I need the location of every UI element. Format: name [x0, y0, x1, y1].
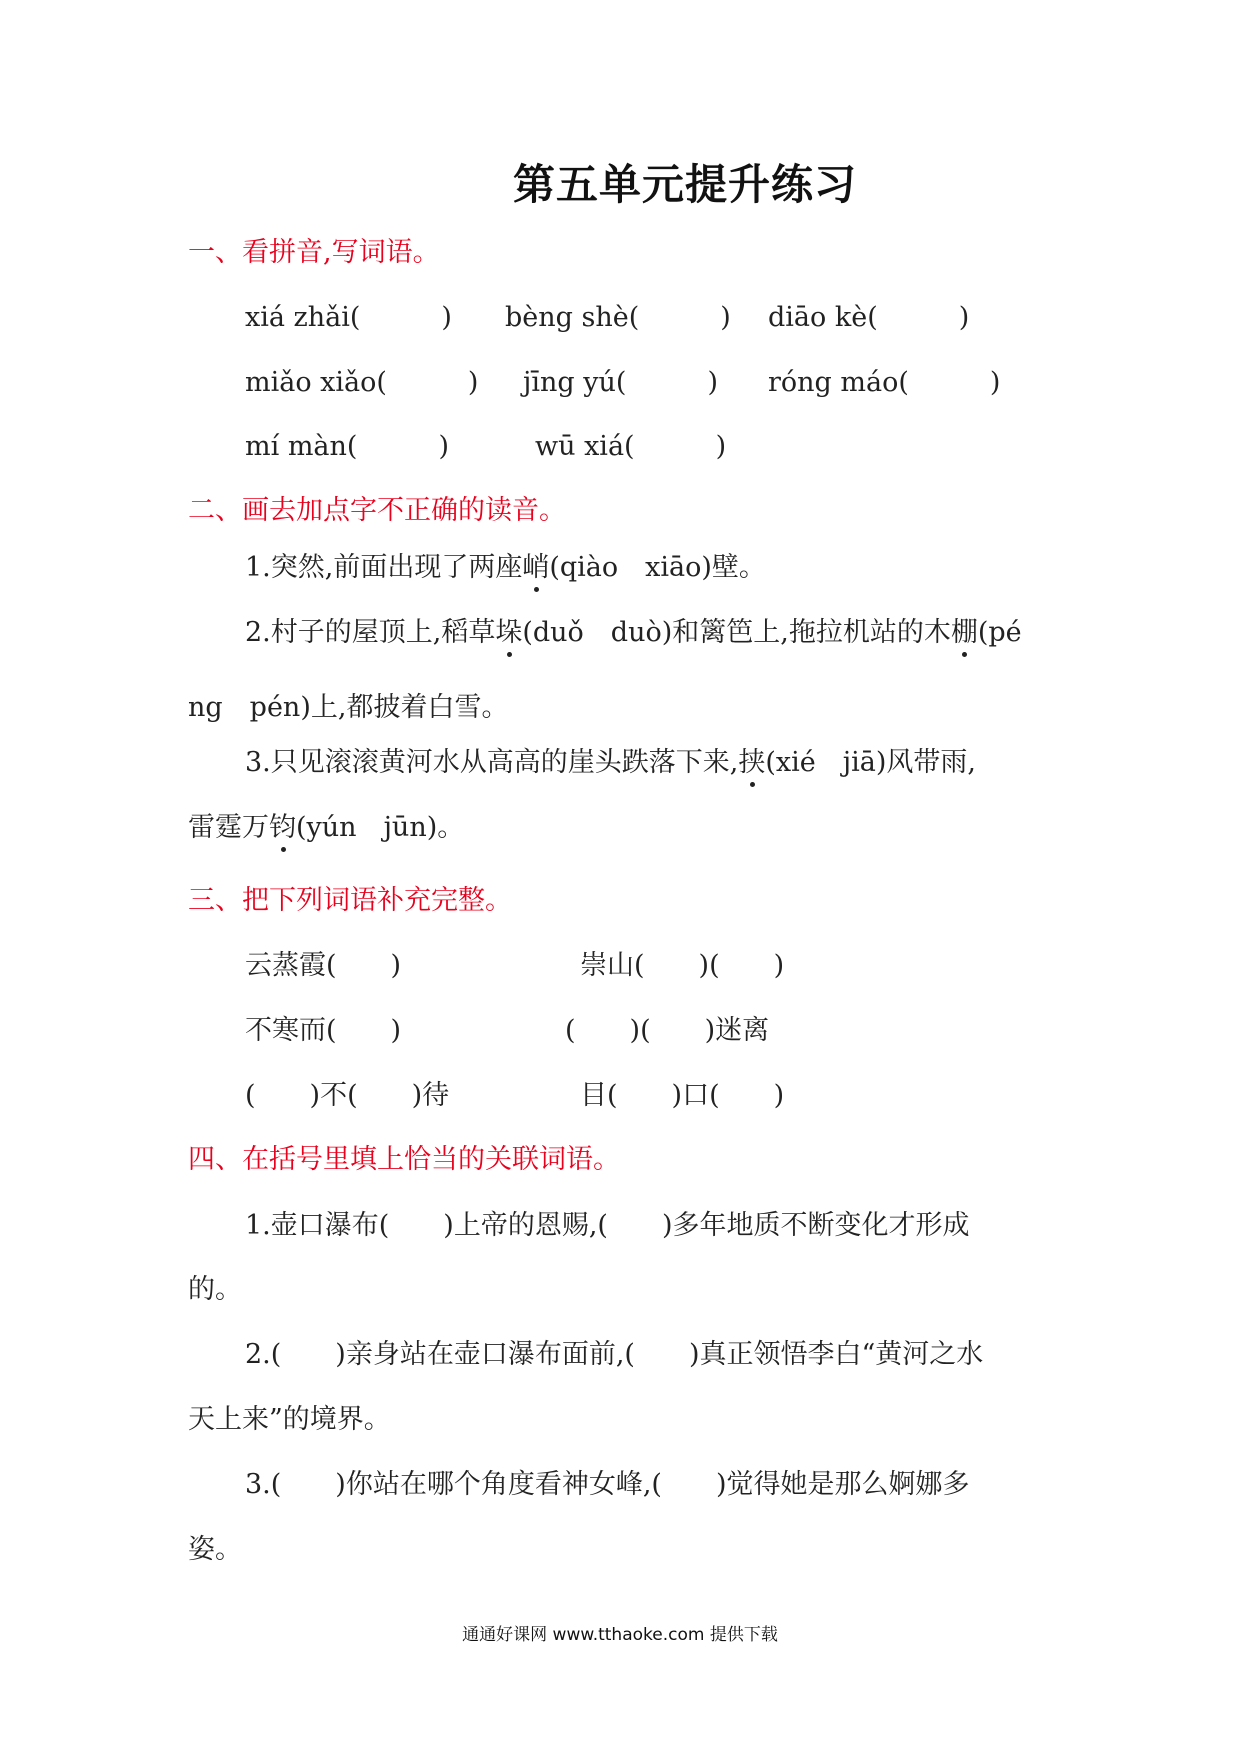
- text: (yún jūn)。: [296, 812, 465, 843]
- dotted-char: 棚: [951, 610, 978, 649]
- question-2-1: [245, 545, 766, 584]
- question-4-2: 2.( )亲身站在壶口瀑布面前,( )真正领悟李白“黄河之水: [245, 1339, 984, 1370]
- text: 雷霆万: [188, 812, 269, 843]
- question-2-2: [245, 610, 1022, 649]
- idiom-item: 不寒而( ): [245, 1015, 402, 1046]
- idiom-item: ( )( )迷离: [565, 1015, 770, 1046]
- text: (duǒ duò)和篱笆上,拖拉机站的木: [522, 617, 951, 648]
- pinyin-item: bèng shè( ): [505, 302, 731, 333]
- idiom-item: ( )不( )待: [245, 1080, 450, 1111]
- section-1-heading: 一、看拼音,写词语。: [188, 237, 440, 268]
- question-4-1: 1.壶口瀑布( )上帝的恩赐,( )多年地质不断变化才形成: [245, 1210, 970, 1241]
- idiom-item: 目( )口( ): [580, 1080, 785, 1111]
- question-4-3-cont: 姿。: [188, 1534, 242, 1565]
- question-4-2-cont: 天上来”的境界。: [188, 1404, 391, 1435]
- section-3-heading: 三、把下列词语补充完整。: [188, 885, 512, 916]
- question-2-2-cont: ng pén)上,都披着白雪。: [188, 692, 509, 723]
- dotted-char: 挟: [738, 740, 765, 779]
- dotted-char: 钧: [269, 805, 296, 844]
- pinyin-item: róng máo( ): [768, 367, 1001, 398]
- text: (pé: [977, 617, 1022, 648]
- text: 3.只见滚滚黄河水从高高的崖头跌落下来,: [245, 747, 739, 778]
- text: 2.村子的屋顶上,稻草: [245, 617, 496, 648]
- question-4-1-cont: 的。: [188, 1274, 242, 1305]
- question-4-3: 3.( )你站在哪个角度看神女峰,( )觉得她是那么婀娜多: [245, 1469, 970, 1500]
- pinyin-item: miǎo xiǎo( ): [245, 367, 479, 398]
- idiom-item: 崇山( )( ): [580, 950, 785, 981]
- pinyin-item: jīng yú( ): [523, 367, 718, 398]
- idiom-item: 云蒸霞( ): [245, 950, 402, 981]
- pinyin-item: wū xiá( ): [535, 431, 727, 462]
- question-2-3: [245, 740, 976, 779]
- pinyin-item: diāo kè( ): [768, 302, 970, 333]
- pinyin-item: mí màn( ): [245, 431, 449, 462]
- page-title: 第五单元提升练习: [512, 160, 857, 209]
- dotted-char: 垛: [495, 610, 522, 649]
- text: 1.突然,前面出现了两座: [245, 552, 523, 583]
- dotted-char: 峭: [522, 545, 549, 584]
- footer-text: 通通好课网 www.tthaoke.com 提供下载: [462, 1625, 778, 1645]
- section-4-heading: 四、在括号里填上恰当的关联词语。: [188, 1144, 620, 1175]
- text: (qiào xiāo)壁。: [549, 552, 766, 583]
- text: (xié jiā)风带雨,: [765, 747, 976, 778]
- pinyin-item: xiá zhǎi( ): [245, 302, 452, 333]
- question-2-3-cont: [188, 805, 464, 844]
- section-2-heading: 二、画去加点字不正确的读音。: [188, 495, 566, 526]
